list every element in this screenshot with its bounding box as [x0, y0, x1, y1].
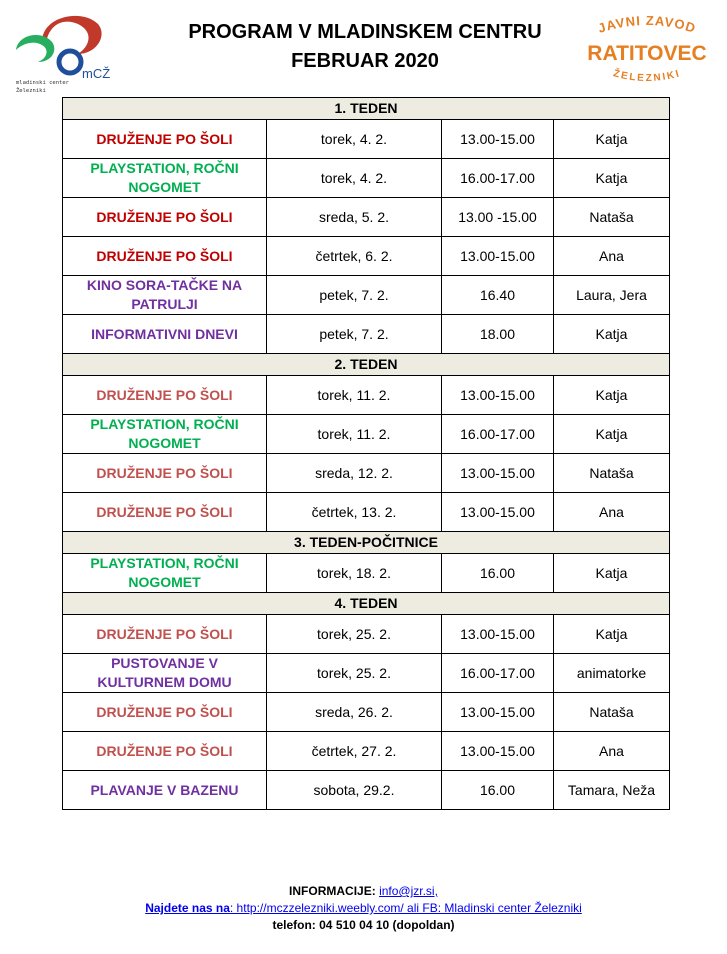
leader-cell: Laura, Jera — [554, 276, 670, 315]
week-label: 4. TEDEN — [63, 593, 670, 615]
title-line-1: PROGRAM V MLADINSKEM CENTRU — [188, 21, 542, 43]
activity-cell: DRUŽENJE PO ŠOLI — [63, 120, 267, 159]
leader-cell: Katja — [554, 415, 670, 454]
week-label: 1. TEDEN — [63, 98, 670, 120]
footer-info-line — [0, 883, 727, 900]
day-cell: sobota, 29.2. — [267, 771, 442, 810]
logo-mark: mCŽ — [82, 66, 111, 81]
table-row — [63, 315, 670, 354]
time-cell: 13.00-15.00 — [442, 376, 554, 415]
table-row — [63, 615, 670, 654]
leader-cell: Ana — [554, 237, 670, 276]
table-row — [63, 159, 670, 198]
leader-cell: animatorke — [554, 654, 670, 693]
leader-cell: Ana — [554, 732, 670, 771]
logo-line-3: ŽELEZNIKI — [611, 68, 683, 85]
time-cell: 16.40 — [442, 276, 554, 315]
activity-cell: PLAYSTATION, ROČNI NOGOMET — [63, 554, 267, 593]
leader-cell: Nataša — [554, 198, 670, 237]
table-row — [63, 554, 670, 593]
week-label: 2. TEDEN — [63, 354, 670, 376]
title-line-2: FEBRUAR 2020 — [291, 50, 439, 72]
activity-cell: KINO SORA-TAČKE NA PATRULJI — [63, 276, 267, 315]
ratitovec-logo — [575, 8, 720, 86]
time-cell: 16.00-17.00 — [442, 159, 554, 198]
leader-cell: Nataša — [554, 693, 670, 732]
footer-phone: telefon: 04 510 04 10 (dopoldan) — [272, 918, 455, 932]
activity-cell: DRUŽENJE PO ŠOLI — [63, 376, 267, 415]
table-row — [63, 120, 670, 159]
week-header-row — [63, 354, 670, 376]
leader-cell: Katja — [554, 376, 670, 415]
time-cell: 13.00 -15.00 — [442, 198, 554, 237]
time-cell: 16.00 — [442, 771, 554, 810]
activity-cell: DRUŽENJE PO ŠOLI — [63, 493, 267, 532]
page-footer — [0, 883, 727, 934]
time-cell: 13.00-15.00 — [442, 493, 554, 532]
day-cell: torek, 4. 2. — [267, 159, 442, 198]
leader-cell: Katja — [554, 315, 670, 354]
day-cell: četrtek, 27. 2. — [267, 732, 442, 771]
table-row — [63, 415, 670, 454]
leader-cell: Ana — [554, 493, 670, 532]
time-cell: 13.00-15.00 — [442, 693, 554, 732]
activity-cell: DRUŽENJE PO ŠOLI — [63, 454, 267, 493]
leader-cell: Katja — [554, 615, 670, 654]
leader-cell: Tamara, Neža — [554, 771, 670, 810]
time-cell: 13.00-15.00 — [442, 237, 554, 276]
activity-cell: DRUŽENJE PO ŠOLI — [63, 237, 267, 276]
day-cell: torek, 11. 2. — [267, 376, 442, 415]
activity-cell: DRUŽENJE PO ŠOLI — [63, 615, 267, 654]
leader-cell: Nataša — [554, 454, 670, 493]
logo-green-swoosh — [16, 35, 54, 62]
program-table — [62, 97, 670, 810]
find-label: Najdete nas na — [145, 901, 230, 915]
leader-cell: Katja — [554, 120, 670, 159]
time-cell: 16.00 — [442, 554, 554, 593]
time-cell: 16.00-17.00 — [442, 415, 554, 454]
day-cell: sreda, 5. 2. — [267, 198, 442, 237]
activity-cell: DRUŽENJE PO ŠOLI — [63, 693, 267, 732]
day-cell: torek, 11. 2. — [267, 415, 442, 454]
week-header-row — [63, 98, 670, 120]
find-us-link[interactable] — [145, 901, 582, 915]
time-cell: 18.00 — [442, 315, 554, 354]
week-header-row — [63, 532, 670, 554]
table-row — [63, 693, 670, 732]
day-cell: petek, 7. 2. — [267, 315, 442, 354]
logo-subtext-2: Železniki — [16, 88, 46, 94]
activity-cell: DRUŽENJE PO ŠOLI — [63, 198, 267, 237]
logo-blue-ring — [59, 51, 81, 73]
week-header-row — [63, 593, 670, 615]
footer-find-line — [0, 900, 727, 917]
day-cell: sreda, 26. 2. — [267, 693, 442, 732]
day-cell: torek, 25. 2. — [267, 615, 442, 654]
leader-cell: Katja — [554, 554, 670, 593]
day-cell: petek, 7. 2. — [267, 276, 442, 315]
time-cell: 13.00-15.00 — [442, 454, 554, 493]
time-cell: 13.00-15.00 — [442, 120, 554, 159]
logo-subtext-1: mladinski center — [16, 80, 69, 86]
table-row — [63, 771, 670, 810]
activity-cell: PUSTOVANJE V KULTURNEM DOMU — [63, 654, 267, 693]
activity-cell: INFORMATIVNI DNEVI — [63, 315, 267, 354]
table-row — [63, 454, 670, 493]
find-text: : http://mczzelezniki.weebly.com/ ali FB: Mladinski center Železniki — [229, 901, 582, 915]
table-row — [63, 493, 670, 532]
mcz-logo — [12, 4, 120, 94]
day-cell: torek, 25. 2. — [267, 654, 442, 693]
day-cell: torek, 18. 2. — [267, 554, 442, 593]
activity-cell: PLAYSTATION, ROČNI NOGOMET — [63, 159, 267, 198]
time-cell: 16.00-17.00 — [442, 654, 554, 693]
table-row — [63, 376, 670, 415]
day-cell: sreda, 12. 2. — [267, 454, 442, 493]
table-row — [63, 198, 670, 237]
logo-line-2: RATITOVEC — [587, 42, 707, 65]
table-row — [63, 237, 670, 276]
day-cell: četrtek, 13. 2. — [267, 493, 442, 532]
time-cell: 13.00-15.00 — [442, 615, 554, 654]
day-cell: četrtek, 6. 2. — [267, 237, 442, 276]
page-title — [130, 18, 600, 76]
day-cell: torek, 4. 2. — [267, 120, 442, 159]
info-email-link[interactable]: info@jzr.si, — [379, 884, 438, 898]
activity-cell: DRUŽENJE PO ŠOLI — [63, 732, 267, 771]
info-label: INFORMACIJE: — [289, 884, 376, 898]
week-label: 3. TEDEN-POČITNICE — [63, 532, 670, 554]
table-row — [63, 732, 670, 771]
page-header — [0, 0, 727, 95]
table-row — [63, 654, 670, 693]
time-cell: 13.00-15.00 — [442, 732, 554, 771]
activity-cell: PLAVANJE V BAZENU — [63, 771, 267, 810]
leader-cell: Katja — [554, 159, 670, 198]
table-row — [63, 276, 670, 315]
logo-line-1: JAVNI ZAVOD — [596, 12, 698, 36]
activity-cell: PLAYSTATION, ROČNI NOGOMET — [63, 415, 267, 454]
